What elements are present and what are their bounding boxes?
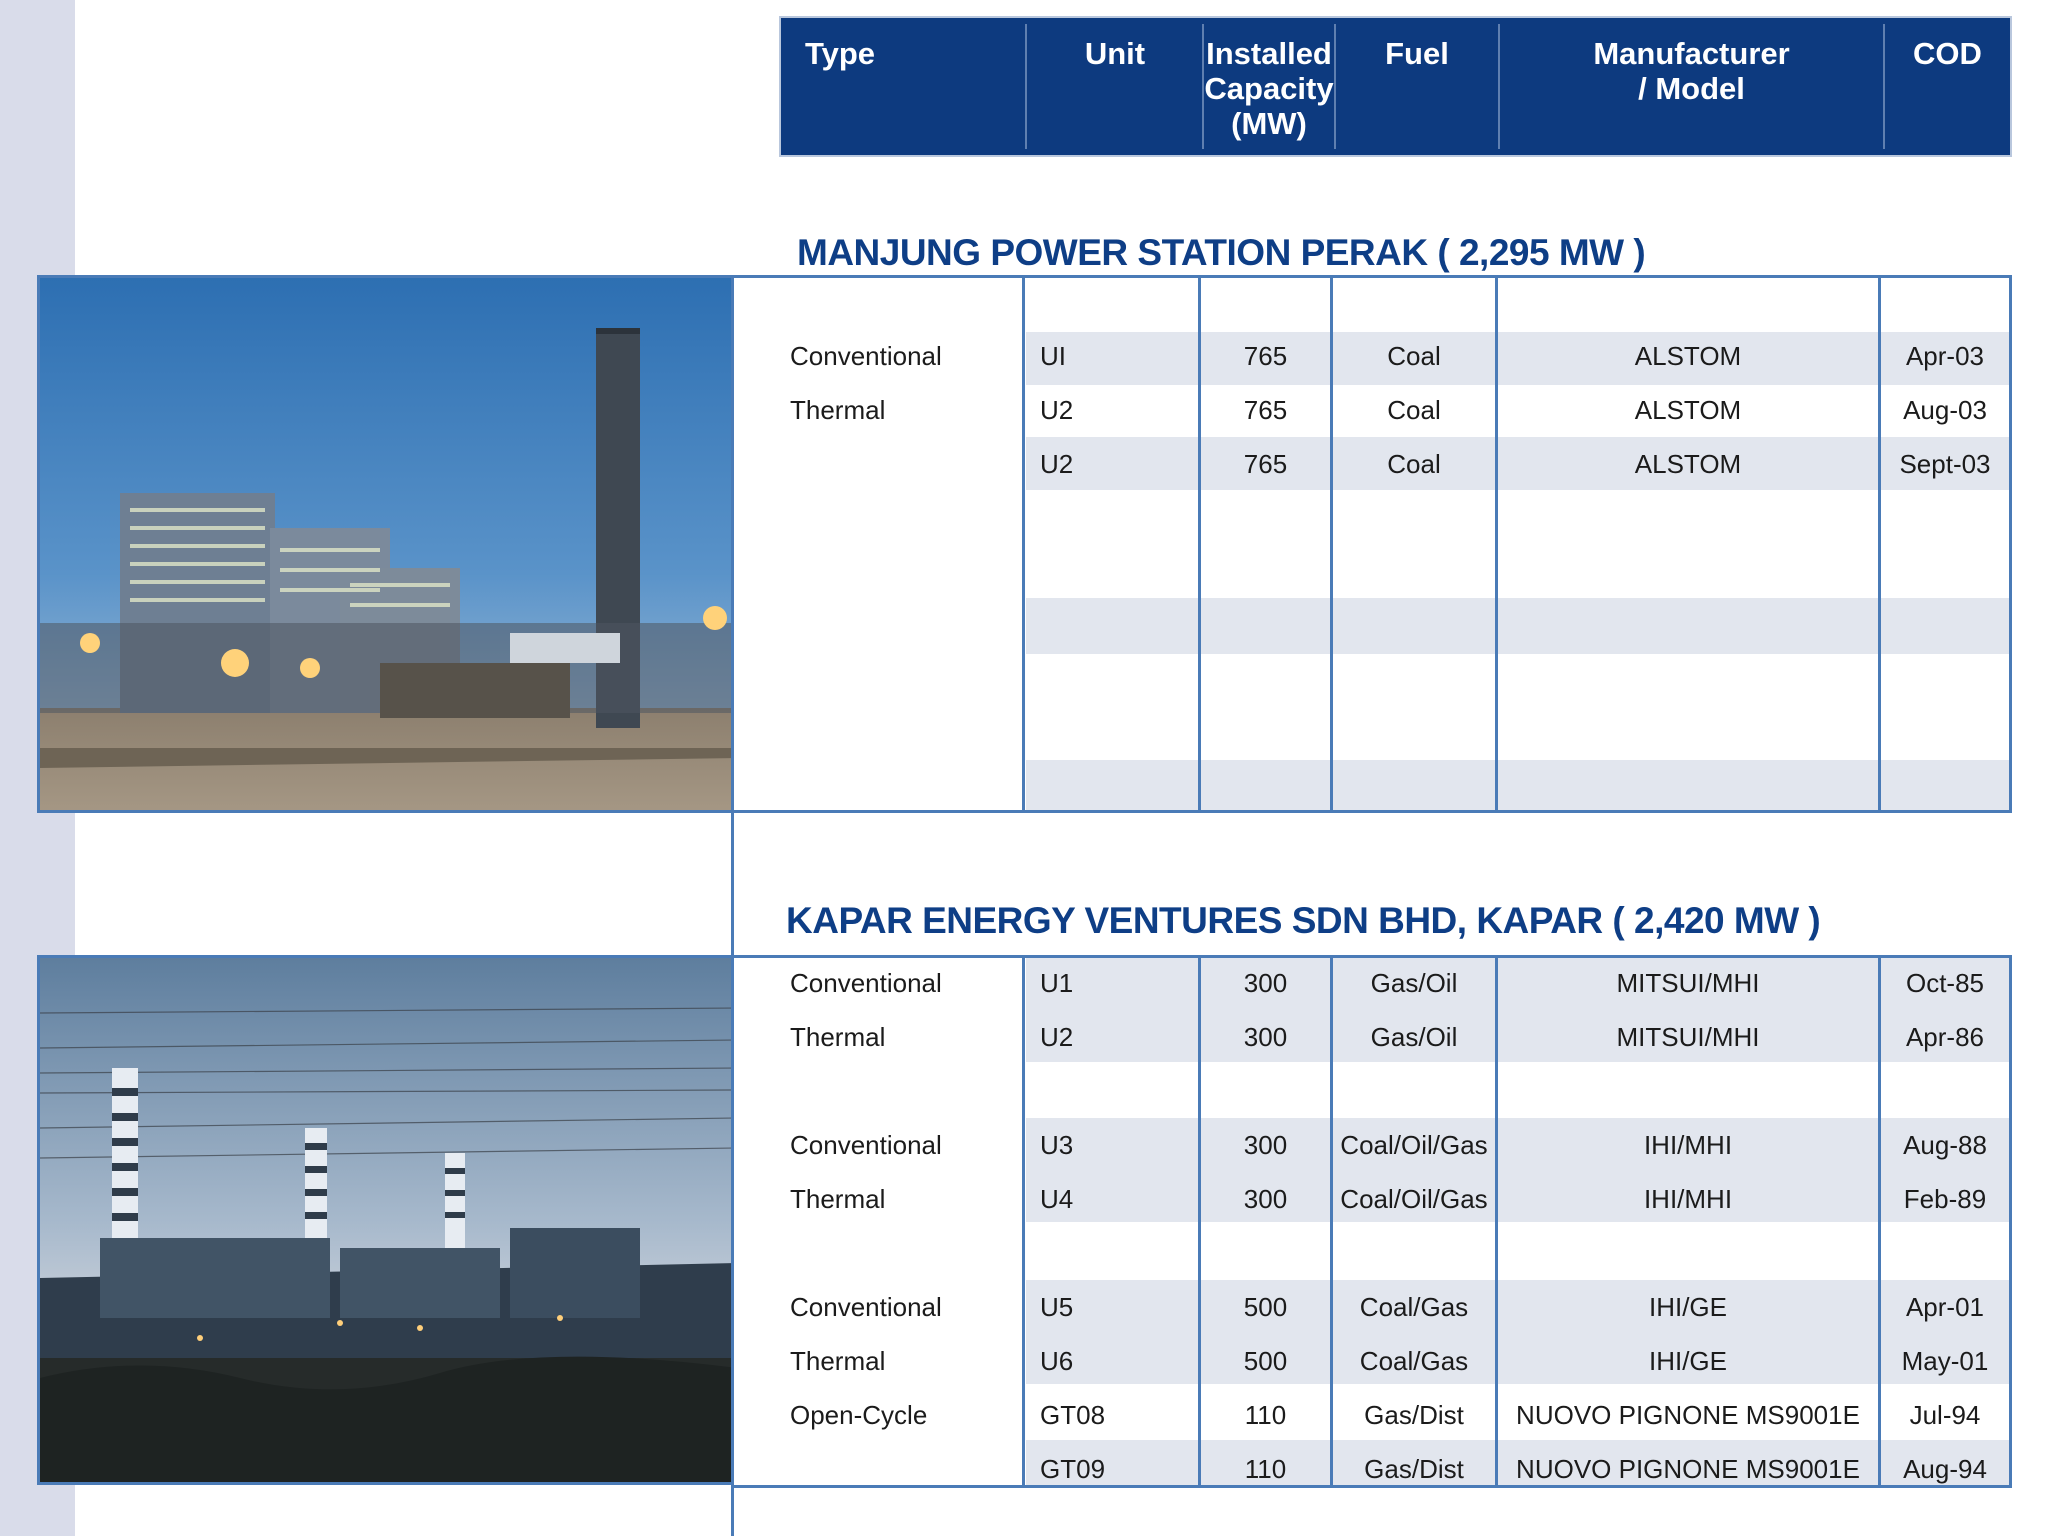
- cell-cod: May-01: [1901, 1346, 1989, 1376]
- cell-cod: Oct-85: [1905, 968, 1985, 998]
- cell-cod: Apr-01: [1905, 1292, 1985, 1322]
- cell-fuel: Gas/Oil: [1370, 968, 1458, 998]
- cell-cod: Sept-03: [1899, 449, 1991, 479]
- manjung-power-station-photo: [37, 275, 734, 813]
- cell-capacity: 110: [1244, 1454, 1287, 1484]
- cell-manufacturer: IHI/MHI: [1643, 1184, 1733, 1214]
- cell-cod: Aug-88: [1903, 1130, 1987, 1160]
- cell-type: Thermal: [790, 1346, 886, 1376]
- cell-manufacturer: IHI/GE: [1648, 1292, 1727, 1322]
- header-fuel: Fuel: [1385, 36, 1449, 71]
- cell-capacity: 500: [1243, 1346, 1288, 1376]
- cell-manufacturer: NUOVO PIGNONE MS9001E: [1516, 1400, 1860, 1430]
- cell-unit: GT08: [1040, 1400, 1106, 1430]
- cell-cod: Apr-86: [1905, 1022, 1985, 1052]
- section-title-manjung: MANJUNG POWER STATION PERAK ( 2,295 MW ): [797, 232, 1646, 273]
- cell-unit: U5: [1040, 1292, 1074, 1322]
- cell-manufacturer: IHI/GE: [1648, 1346, 1727, 1376]
- cell-cod: Aug-94: [1903, 1454, 1987, 1484]
- cell-capacity: 300: [1243, 1022, 1288, 1052]
- cell-unit: U2: [1040, 449, 1074, 479]
- cell-fuel: Coal/Oil/Gas: [1340, 1130, 1488, 1160]
- cell-unit: U2: [1040, 1022, 1074, 1052]
- header-manufacturer: Manufacturer / Model: [1593, 36, 1790, 106]
- cell-type: Thermal: [790, 395, 886, 425]
- cell-unit: U3: [1040, 1130, 1074, 1160]
- cell-unit: GT09: [1040, 1454, 1106, 1484]
- cell-capacity: 300: [1243, 968, 1288, 998]
- cell-unit: U2: [1040, 395, 1074, 425]
- cell-fuel: Gas/Dist: [1364, 1400, 1464, 1430]
- cell-unit: U6: [1040, 1346, 1074, 1376]
- header-capacity: Installed Capacity (MW): [1204, 36, 1334, 141]
- cell-type: Conventional: [790, 968, 942, 998]
- cell-fuel: Coal: [1387, 341, 1441, 371]
- cell-manufacturer: ALSTOM: [1634, 449, 1742, 479]
- cell-capacity: 500: [1243, 1292, 1288, 1322]
- cell-fuel: Coal: [1387, 449, 1441, 479]
- cell-fuel: Gas/Dist: [1364, 1454, 1464, 1484]
- cell-type: Conventional: [790, 1130, 942, 1160]
- cell-manufacturer: IHI/MHI: [1643, 1130, 1733, 1160]
- kapar-power-station-photo: [37, 955, 734, 1485]
- cell-type: Thermal: [790, 1022, 886, 1052]
- header-type: Type: [805, 36, 876, 71]
- cell-capacity: 300: [1243, 1184, 1288, 1214]
- cell-manufacturer: MITSUI/MHI: [1616, 1022, 1760, 1052]
- cell-fuel: Coal/Gas: [1359, 1292, 1469, 1322]
- cell-type: Open-Cycle: [790, 1400, 928, 1430]
- cell-type: Conventional: [790, 341, 942, 371]
- cell-cod: Apr-03: [1905, 341, 1985, 371]
- cell-manufacturer: ALSTOM: [1634, 395, 1742, 425]
- cell-unit: U1: [1040, 968, 1074, 998]
- cell-capacity: 765: [1243, 449, 1288, 479]
- cell-manufacturer: NUOVO PIGNONE MS9001E: [1516, 1454, 1860, 1484]
- cell-unit: U4: [1040, 1184, 1074, 1214]
- cell-type: Thermal: [790, 1184, 886, 1214]
- header-cod: COD: [1913, 36, 1982, 71]
- section-title-kapar: KAPAR ENERGY VENTURES SDN BHD, KAPAR ( 2,420 MW ): [786, 900, 1821, 941]
- cell-cod: Feb-89: [1903, 1184, 1987, 1214]
- cell-capacity: 300: [1243, 1130, 1288, 1160]
- cell-fuel: Gas/Oil: [1370, 1022, 1458, 1052]
- cell-unit: UI: [1040, 341, 1066, 371]
- cell-type: Conventional: [790, 1292, 942, 1322]
- cell-cod: Jul-94: [1909, 1400, 1981, 1430]
- cell-capacity: 110: [1244, 1400, 1287, 1430]
- cell-cod: Aug-03: [1903, 395, 1987, 425]
- cell-capacity: 765: [1243, 341, 1288, 371]
- cell-fuel: Coal/Gas: [1359, 1346, 1469, 1376]
- header-unit: Unit: [1084, 36, 1146, 71]
- cell-capacity: 765: [1243, 395, 1288, 425]
- cell-fuel: Coal: [1387, 395, 1441, 425]
- cell-fuel: Coal/Oil/Gas: [1340, 1184, 1488, 1214]
- cell-manufacturer: MITSUI/MHI: [1616, 968, 1760, 998]
- cell-manufacturer: ALSTOM: [1634, 341, 1742, 371]
- table-header: [779, 16, 2012, 157]
